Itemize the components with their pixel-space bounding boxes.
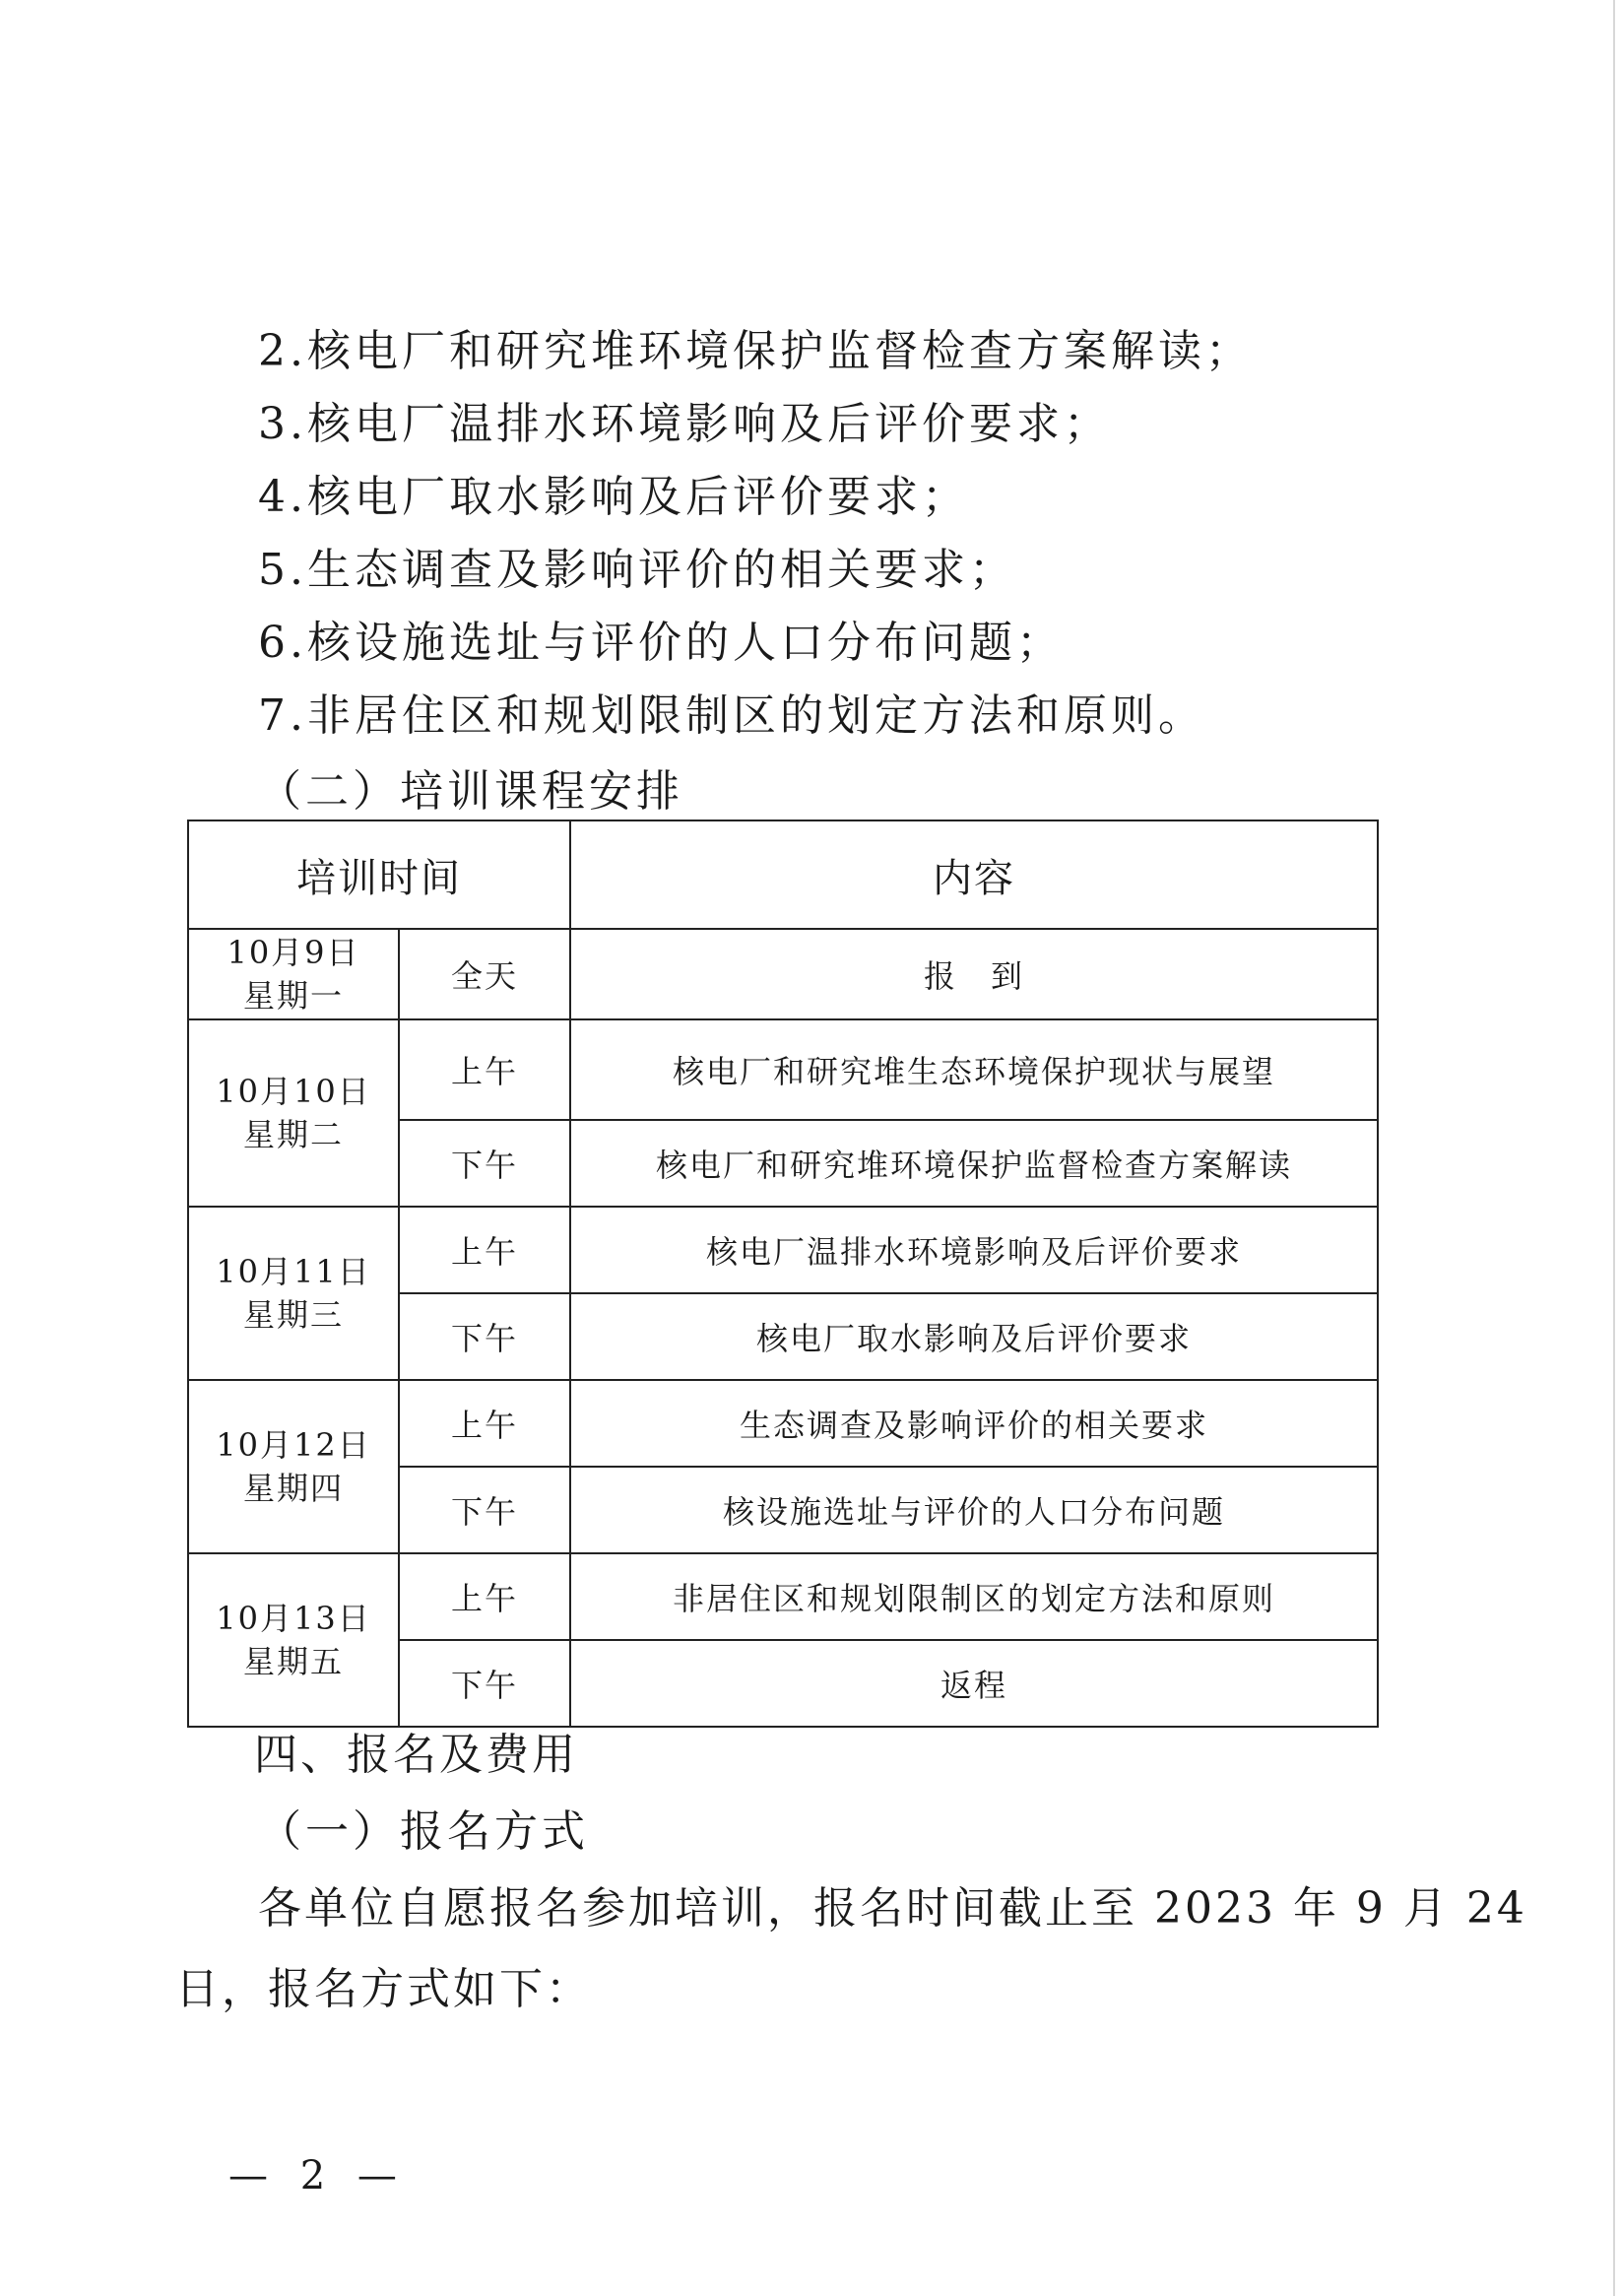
table-row (188, 1553, 1378, 1640)
content-cell: 核设施选址与评价的人口分布问题 (570, 1467, 1378, 1553)
day-date: 10月10日 (216, 1073, 371, 1110)
topic-item: 5.生态调查及影响评价的相关要求； (258, 545, 1016, 595)
day-cell (188, 1380, 399, 1553)
page-edge-line (1613, 0, 1615, 2296)
topic-item: 3.核电厂温排水环境影响及后评价要求； (258, 399, 1111, 449)
day-date: 10月12日 (216, 1426, 371, 1464)
period-cell: 下午 (399, 1467, 570, 1553)
period-cell: 全天 (399, 929, 570, 1019)
page-number: — 2 — (228, 2153, 407, 2198)
schedule-heading: （二）培训课程安排 (258, 766, 683, 817)
period-cell: 上午 (399, 1019, 570, 1120)
content-cell: 核电厂取水影响及后评价要求 (570, 1293, 1378, 1380)
day-weekday: 星期五 (242, 1643, 344, 1680)
table-row (188, 1380, 1378, 1467)
header-content: 内容 (570, 820, 1378, 929)
content-cell: 生态调查及影响评价的相关要求 (570, 1380, 1378, 1467)
day-weekday: 星期一 (242, 977, 344, 1015)
schedule-table (187, 820, 1379, 1728)
registration-paragraph-line: 各单位自愿报名参加培训，报名时间截止至 2023 年 9 月 24 (258, 1883, 1527, 1934)
topic-item: 4.核电厂取水影响及后评价要求； (258, 472, 969, 522)
header-time: 培训时间 (188, 820, 570, 929)
day-weekday: 星期四 (242, 1470, 344, 1507)
section-heading: 四、报名及费用 (254, 1730, 578, 1780)
day-cell (188, 1553, 399, 1727)
registration-paragraph-line: 日，报名方式如下： (175, 1964, 592, 2014)
content-cell: 非居住区和规划限制区的划定方法和原则 (570, 1553, 1378, 1640)
day-date: 10月11日 (216, 1253, 371, 1290)
content-cell: 核电厂和研究堆环境保护监督检查方案解读 (570, 1120, 1378, 1207)
day-date: 10月13日 (216, 1600, 371, 1637)
period-cell: 上午 (399, 1207, 570, 1293)
period-cell: 下午 (399, 1640, 570, 1727)
day-weekday: 星期二 (242, 1116, 344, 1153)
content-cell: 报 到 (570, 929, 1378, 1019)
table-row (188, 1207, 1378, 1293)
content-cell: 核电厂温排水环境影响及后评价要求 (570, 1207, 1378, 1293)
day-cell (188, 1207, 399, 1380)
table-header-row (188, 820, 1378, 929)
topic-item: 6.核设施选址与评价的人口分布问题； (258, 618, 1064, 668)
content-cell: 返程 (570, 1640, 1378, 1727)
period-cell: 下午 (399, 1293, 570, 1380)
period-cell: 上午 (399, 1380, 570, 1467)
day-cell (188, 929, 399, 1019)
topic-list (258, 315, 1253, 753)
table-row (188, 1019, 1378, 1120)
content-cell: 核电厂和研究堆生态环境保护现状与展望 (570, 1019, 1378, 1120)
period-cell: 上午 (399, 1553, 570, 1640)
topic-item: 7.非居住区和规划限制区的划定方法和原则。 (258, 690, 1205, 741)
method-heading: （一）报名方式 (258, 1806, 589, 1857)
table-row (188, 929, 1378, 1019)
day-weekday: 星期三 (242, 1296, 344, 1334)
day-cell (188, 1019, 399, 1207)
period-cell: 下午 (399, 1120, 570, 1207)
day-date: 10月9日 (227, 934, 360, 971)
topic-item: 2.核电厂和研究堆环境保护监督检查方案解读； (258, 326, 1253, 376)
